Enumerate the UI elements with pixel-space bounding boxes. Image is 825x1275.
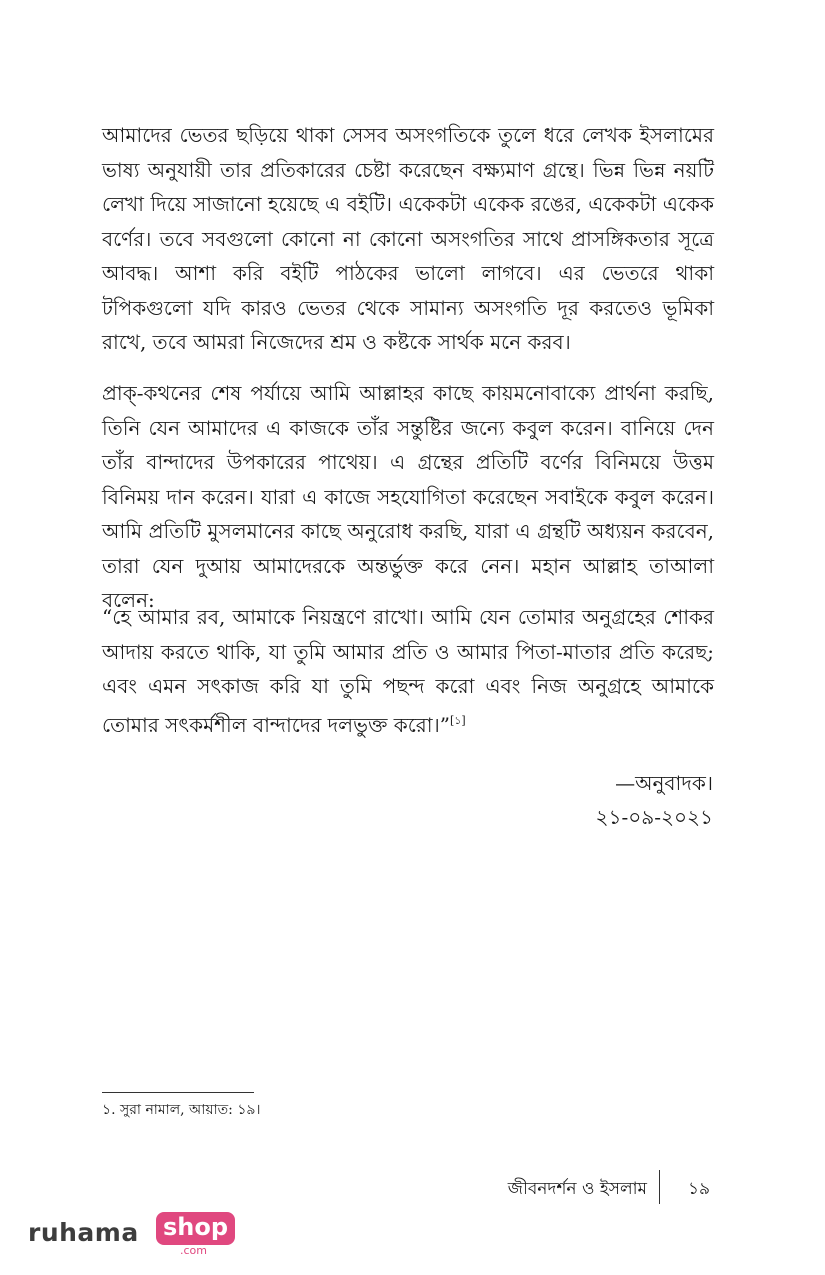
footnote-divider bbox=[102, 1092, 254, 1093]
footnote-text: ১. সুরা নামাল, আয়াত: ১৯। bbox=[102, 1102, 261, 1118]
running-book-title: জীবনদর্শন ও ইসলাম bbox=[507, 1179, 647, 1199]
translator-signature: —অনুবাদক। bbox=[615, 771, 713, 795]
ruhamashop-logo[interactable] bbox=[28, 1212, 228, 1260]
signature-date: ২১-০৯-২০২১ bbox=[595, 805, 713, 829]
page-number: ১৯ bbox=[688, 1179, 711, 1199]
body-paragraph-2: প্রাক্-কথনের শেষ পর্যায়ে আমি আল্লাহর কাছে কায়মনোবাক্যে প্রার্থনা করছি, তিনি যেন আমাদের এ কাজকে তাঁর সন্তুষ্টির জন্যে কবুল করেন। বানিয়ে দেন তাঁর বান্দাদের উপকারের পাথেয়। এ গ্রন্থের প্রতিটি বর্ণের বিনিময়ে উত্তম বিনিময় দান করেন। যারা এ কাজে সহযোগিতা করেছেন সবাইকে কবুল করেন। আমি প্রতিটি মুসলমানের কাছে অনুরোধ করছি, যারা এ গ্রন্থটি অধ্যয়ন করবেন, তারা যেন দুআয় আমাদেরকে অন্তর্ভুক্ত করে নেন। মহান আল্লাহ তাআলা বলেন: bbox=[102, 381, 714, 612]
body-paragraph-1: আমাদের ভেতর ছড়িয়ে থাকা সেসব অসংগতিকে তুলে ধরে লেখক ইসলামের ভাষ্য অনুযায়ী তার প্রতিকারের চেষ্টা করেছেন বক্ষ্যমাণ গ্রন্থে। ভিন্ন ভিন্ন নয়টি লেখা দিয়ে সাজানো হয়েছে এ বইটি। একেকটা একেক রঙের, একেকটা একেক বর্ণের। তবে সবগুলো কোনো না কোনো অসংগতির সাথে প্রাসঙ্গিকতার সূত্রে আবদ্ধ। আশা করি বইটি পাঠকের ভালো লাগবে। এর ভেতরে থাকা টপিকগুলো যদি কারও ভেতর থেকে সামান্য অসংগতি দূর করতেও ভূমিকা রাখে, তবে আমরা নিজেদের শ্রম ও কষ্টকে সার্থক মনে করব। bbox=[102, 123, 714, 354]
footnote-reference[interactable]: [১] bbox=[449, 713, 466, 727]
logo-domain: .com bbox=[180, 1244, 207, 1257]
footer-separator bbox=[659, 1170, 660, 1204]
quoted-verse-text: “হে আমার রব, আমাকে নিয়ন্ত্রণে রাখো। আমি যেন তোমার অনুগ্রহের শোকর আদায় করতে থাকি, যা তুমি আমার প্রতি ও আমার পিতা-মাতার প্রতি করেছ; এবং এমন সৎকাজ করি যা তুমি পছন্দ করো এবং নিজ অনুগ্রহে আমাকে তোমার সৎকর্মশীল বান্দাদের দলভুক্ত করো।” bbox=[102, 605, 714, 737]
logo-word-shop: shop bbox=[156, 1212, 235, 1245]
logo-word-ruhama: ruhama bbox=[28, 1218, 139, 1247]
quoted-verse-paragraph bbox=[102, 600, 714, 742]
